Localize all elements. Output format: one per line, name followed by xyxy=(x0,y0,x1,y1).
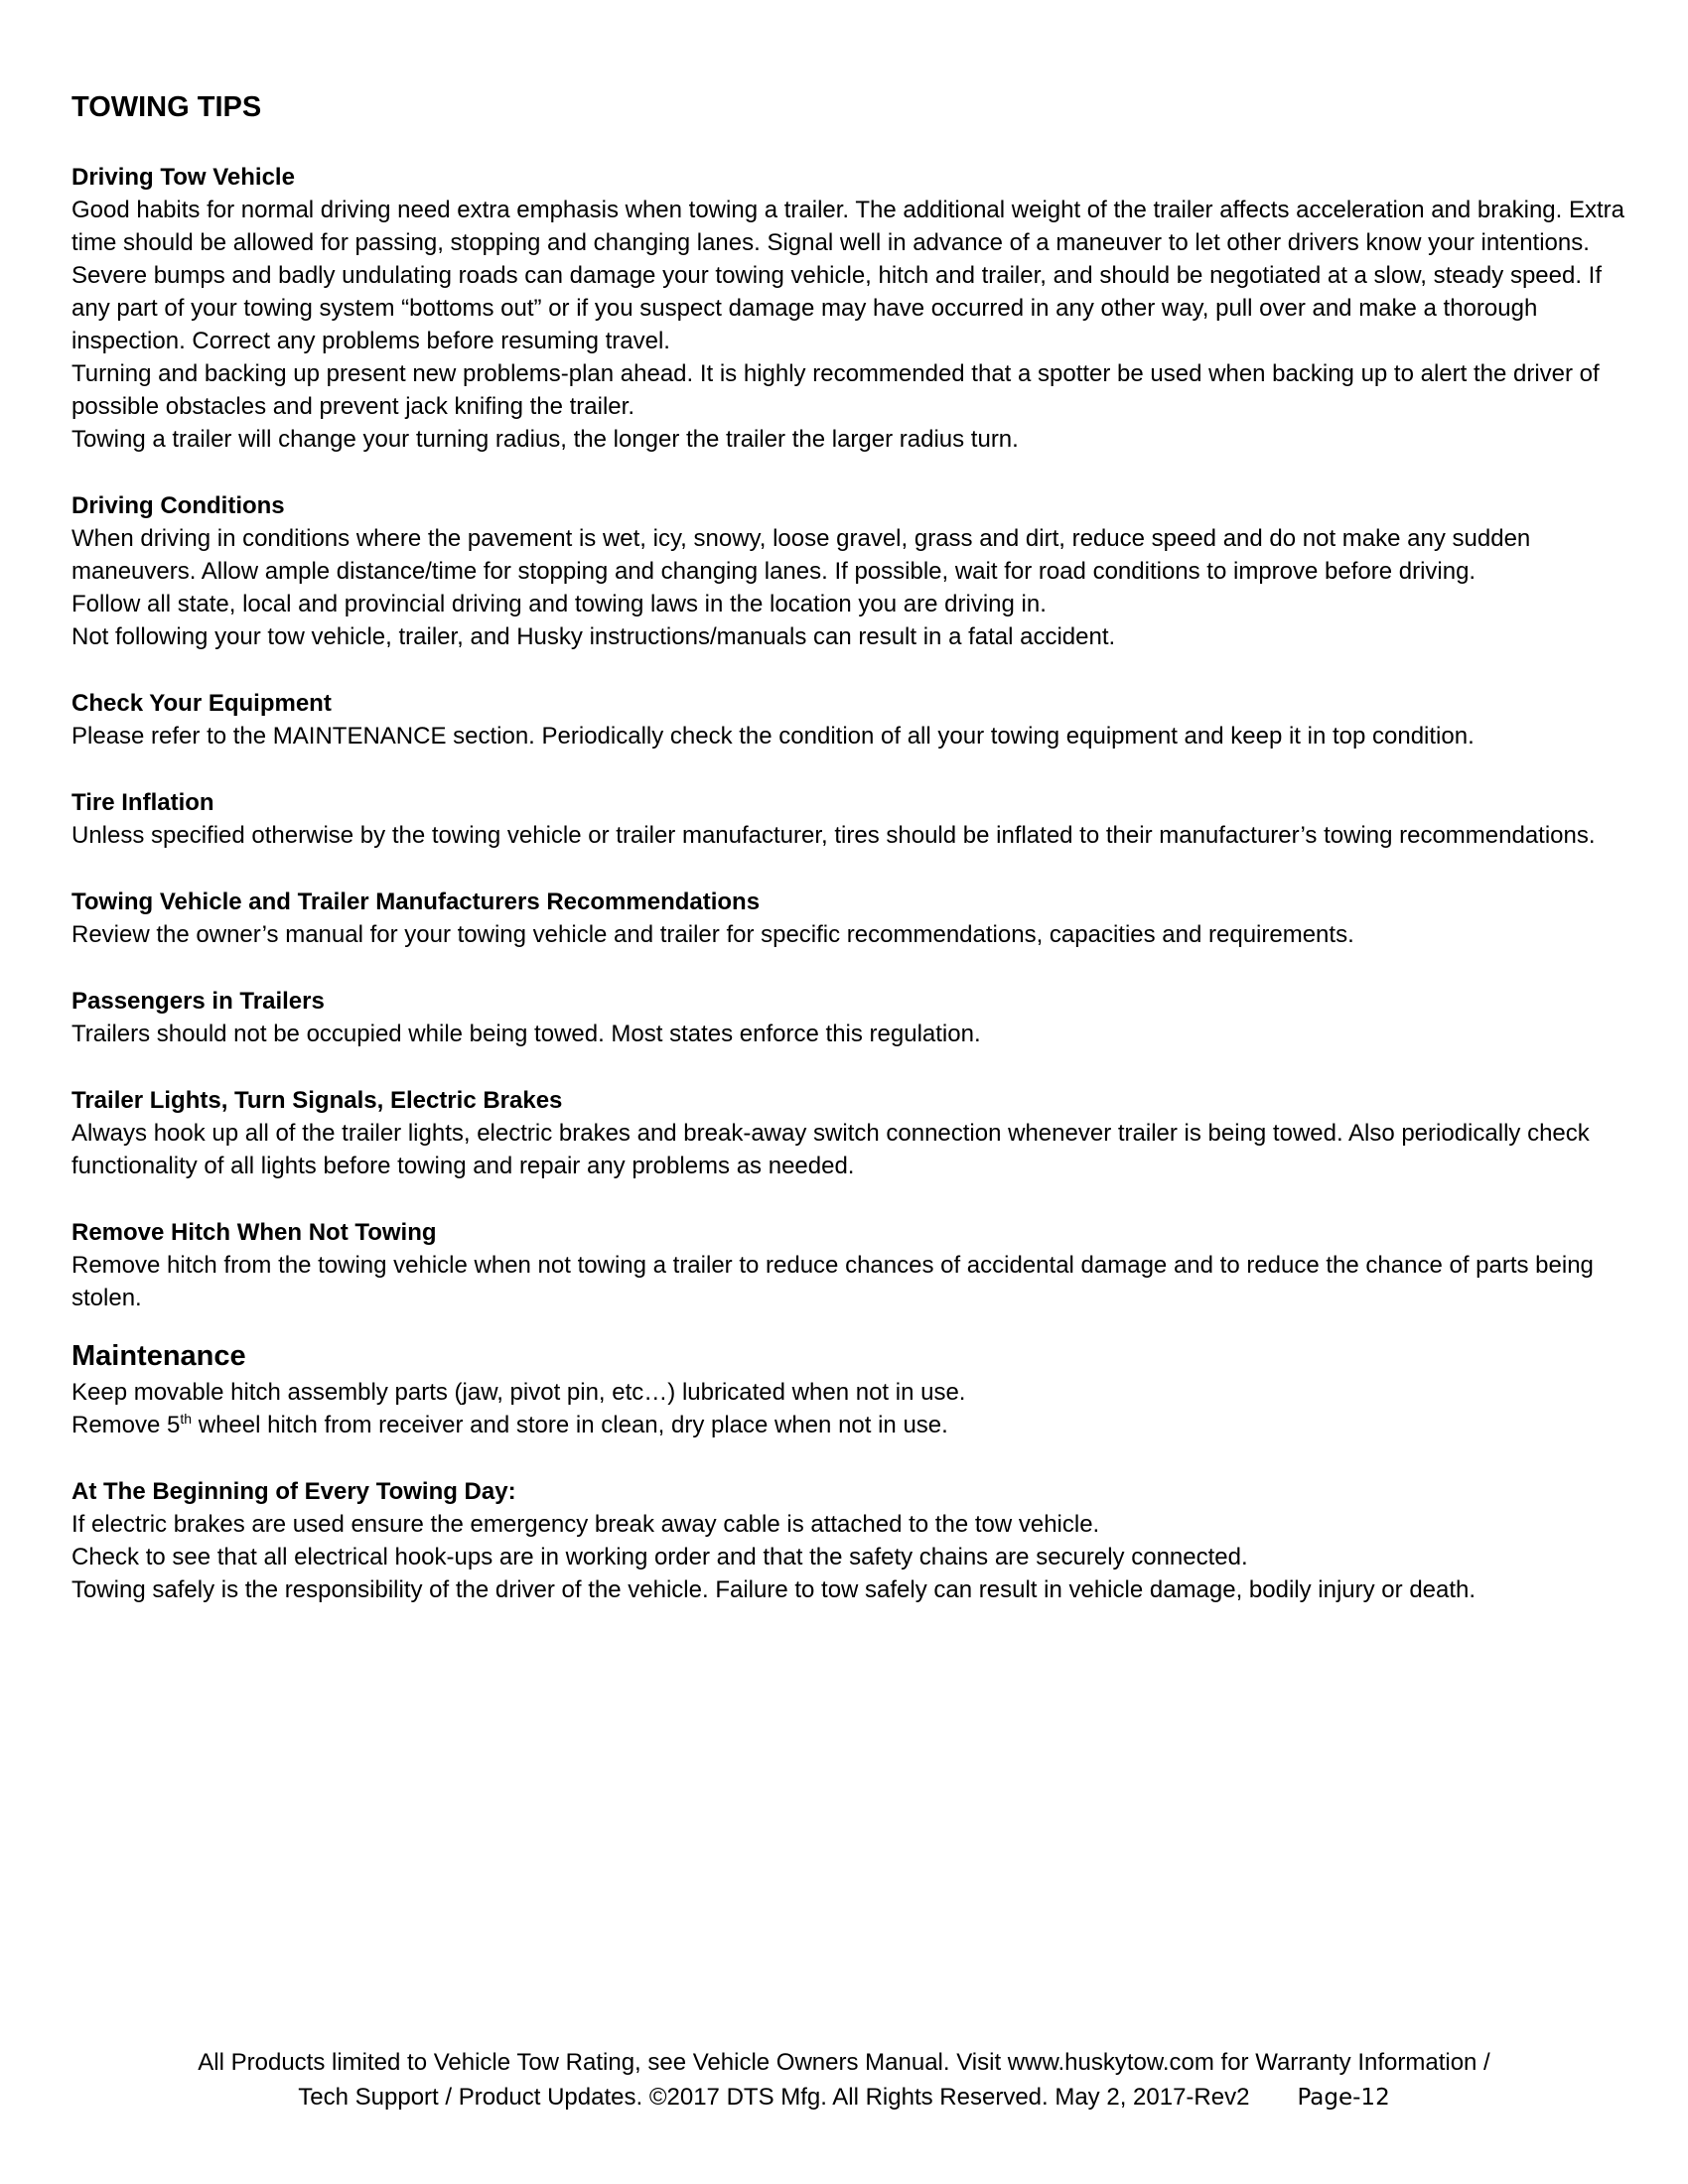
section-heading: Trailer Lights, Turn Signals, Electric Brakes xyxy=(71,1087,563,1114)
section-driving-tow-vehicle xyxy=(71,161,1626,456)
paragraph: Follow all state, local and provincial driving and towing laws in the location you are driving in. xyxy=(71,591,1047,617)
section-passengers-in-trailers xyxy=(71,985,1626,1050)
section-driving-conditions xyxy=(71,489,1626,653)
section-heading: Passengers in Trailers xyxy=(71,988,325,1015)
section-heading: Remove Hitch When Not Towing xyxy=(71,1219,437,1246)
paragraph: Unless specified otherwise by the towing vehicle or trailer manufacturer, tires should be inflated to their manufacturer’s towing recommendations. xyxy=(71,822,1596,849)
section-heading: Check Your Equipment xyxy=(71,690,332,717)
paragraph: Trailers should not be occupied while being towed. Most states enforce this regulation. xyxy=(71,1021,981,1047)
ordinal-superscript: th xyxy=(180,1411,193,1427)
footer-line-1: All Products limited to Vehicle Tow Rating, see Vehicle Owners Manual. Visit www.huskytow.com for Warranty Information / xyxy=(198,2049,1490,2076)
paragraph: Towing safely is the responsibility of the driver of the vehicle. Failure to tow safely can result in vehicle damage, bodily injury or death. xyxy=(71,1576,1477,1603)
footer-line-2-text: Tech Support / Product Updates. ©2017 DTS Mfg. All Rights Reserved. May 2, 2017-Rev2 xyxy=(298,2084,1250,2111)
paragraph: If electric brakes are used ensure the emergency break away cable is attached to the tow vehicle. xyxy=(71,1511,1100,1538)
paragraph: Turning and backing up present new problems-plan ahead. It is highly recommended that a spotter be used when backing up to alert the driver of possible obstacles and prevent jack knifing the trailer. xyxy=(71,360,1600,420)
section-remove-hitch xyxy=(71,1216,1626,1314)
maintenance-heading: Maintenance xyxy=(71,1340,246,1372)
paragraph xyxy=(71,1409,1626,1441)
paragraph: Check to see that all electrical hook-ups are in working order and that the safety chains are securely connected. xyxy=(71,1544,1248,1570)
section-manufacturer-recommendations xyxy=(71,886,1626,951)
paragraph: Keep movable hitch assembly parts (jaw, pivot pin, etc…) lubricated when not in use. xyxy=(71,1379,966,1406)
text-run: Remove 5 xyxy=(71,1412,181,1438)
section-heading: Driving Tow Vehicle xyxy=(71,164,295,191)
paragraph: Always hook up all of the trailer lights, electric brakes and break-away switch connection whenever trailer is being towed. Also periodically check functionality of all lights before towing and repair any problems as needed. xyxy=(71,1120,1590,1179)
section-heading: Driving Conditions xyxy=(71,492,285,519)
section-heading: At The Beginning of Every Towing Day: xyxy=(71,1478,516,1505)
paragraph: Please refer to the MAINTENANCE section. Periodically check the condition of all your towing equipment and keep it in top condition. xyxy=(71,723,1475,750)
document-page xyxy=(71,87,1626,1640)
page-number: Page-12 xyxy=(1297,2085,1390,2111)
paragraph: Towing a trailer will change your turning radius, the longer the trailer the larger radius turn. xyxy=(71,426,1019,453)
section-check-equipment xyxy=(71,687,1626,752)
paragraph: When driving in conditions where the pavement is wet, icy, snowy, loose gravel, grass and dirt, reduce speed and do not make any sudden maneuvers. Allow ample distance/time for stopping and changing lanes. If possible, wait for road conditions to improve before driving. xyxy=(71,525,1531,585)
section-heading: Tire Inflation xyxy=(71,789,214,816)
section-maintenance xyxy=(71,1336,1626,1441)
section-towing-day xyxy=(71,1475,1626,1606)
section-heading: Towing Vehicle and Trailer Manufacturers Recommendations xyxy=(71,888,761,915)
footer-line-2 xyxy=(0,2080,1688,2116)
paragraph: Not following your tow vehicle, trailer, and Husky instructions/manuals can result in a fatal accident. xyxy=(71,623,1116,650)
page-footer xyxy=(0,2045,1688,2116)
section-trailer-lights xyxy=(71,1084,1626,1182)
text-run: wheel hitch from receiver and store in clean, dry place when not in use. xyxy=(192,1412,948,1438)
paragraph: Good habits for normal driving need extra emphasis when towing a trailer. The additional weight of the trailer affects acceleration and braking. Extra time should be allowed for passing, stopping and changing lanes. Signal well in advance of a maneuver to let other drivers know your intentions. Severe bumps and badly undulating roads can damage your towing vehicle, hitch and trailer, and should be negotiated at a slow, steady speed. If any part of your towing system “bottoms out” or if you suspect damage may have occurred in any other way, pull over and make a thorough inspection. Correct any problems before resuming travel. xyxy=(71,197,1624,354)
paragraph: Remove hitch from the towing vehicle when not towing a trailer to reduce chances of accidental damage and to reduce the chance of parts being stolen. xyxy=(71,1252,1594,1311)
paragraph: Review the owner’s manual for your towing vehicle and trailer for specific recommendations, capacities and requirements. xyxy=(71,921,1354,948)
section-tire-inflation xyxy=(71,786,1626,852)
page-title: TOWING TIPS xyxy=(71,91,262,123)
